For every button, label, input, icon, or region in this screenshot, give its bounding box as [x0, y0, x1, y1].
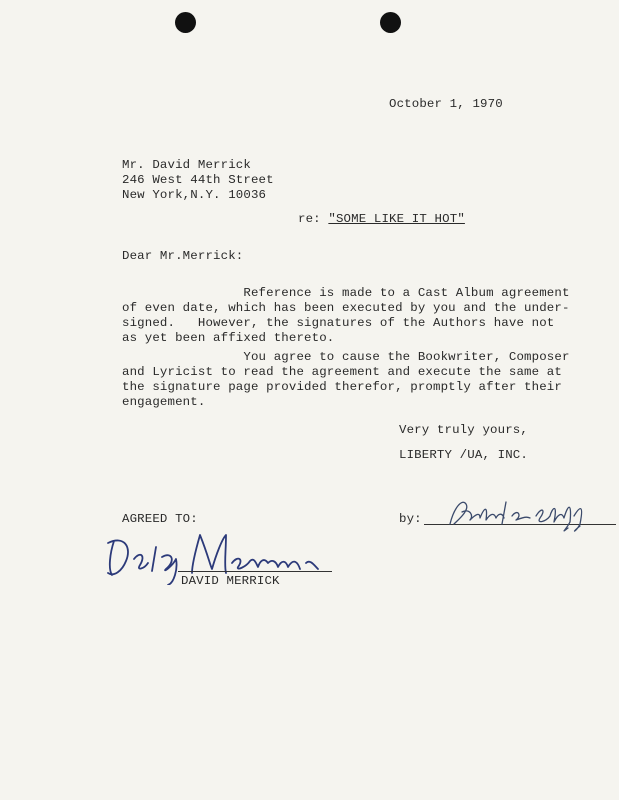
by-label: by: [399, 512, 422, 526]
binder-hole-left [175, 12, 196, 33]
agreed-label: AGREED TO: [122, 512, 198, 526]
signature-line-merrick [178, 571, 332, 572]
recipient-name: Mr. David Merrick [122, 158, 251, 172]
subject-label: re: [298, 212, 321, 226]
paragraph-line: of even date, which has been executed by you and the under- [122, 301, 570, 315]
paragraph-line: engagement. [122, 395, 206, 409]
paragraph-2 [122, 350, 570, 410]
paragraph-line: and Lyricist to read the agreement and execute the same at [122, 365, 562, 379]
paragraph-line: the signature page provided therefor, promptly after their [122, 380, 562, 394]
company-name: LIBERTY /UA, INC. [399, 448, 528, 462]
subject-line [298, 212, 465, 227]
recipient-street: 246 West 44th Street [122, 173, 274, 187]
paragraph-1 [122, 286, 570, 346]
paragraph-line: signed. However, the signatures of the Authors have not [122, 316, 555, 330]
countersigner-name: DAVID MERRICK [181, 574, 280, 588]
salutation: Dear Mr.Merrick: [122, 249, 244, 263]
paragraph-line: You agree to cause the Bookwriter, Composer [122, 350, 570, 364]
paragraph-line: as yet been affixed thereto. [122, 331, 335, 345]
handwritten-signature-staff [440, 490, 600, 540]
closing: Very truly yours, [399, 423, 528, 437]
recipient-city: New York,N.Y. 10036 [122, 188, 267, 202]
binder-hole-right [380, 12, 401, 33]
paragraph-line: Reference is made to a Cast Album agreement [122, 286, 570, 300]
letter-date: October 1, 1970 [389, 97, 503, 111]
subject-title: "SOME LIKE IT HOT" [328, 212, 465, 226]
recipient-address [122, 158, 274, 203]
